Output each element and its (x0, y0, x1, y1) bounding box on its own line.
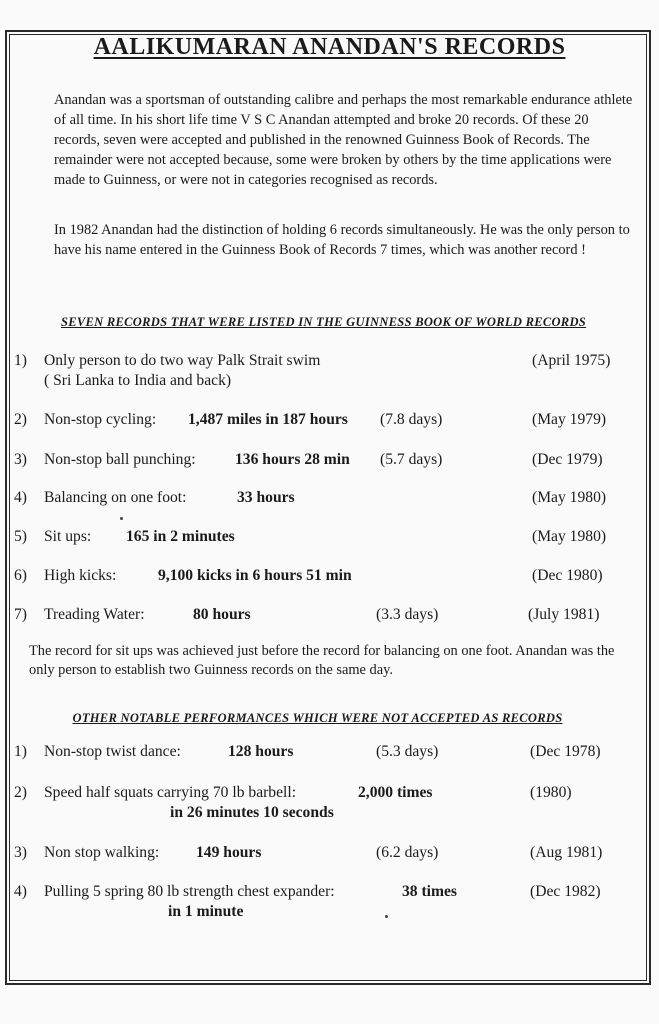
record-value: 128 hours (228, 743, 294, 760)
record-value: 33 hours (237, 489, 295, 506)
record-value-line2: in 26 minutes 10 seconds (170, 804, 334, 821)
record-number: 4) (14, 489, 27, 506)
record-date: (1980) (530, 784, 572, 801)
record-days: (5.7 days) (380, 451, 443, 468)
record-date: (Aug 1981) (530, 844, 603, 861)
record-days: (7.8 days) (380, 411, 443, 428)
record-description: Balancing on one foot: (44, 489, 187, 506)
record-days: (5.3 days) (376, 743, 439, 760)
sit-ups-note: The record for sit ups was achieved just before the record for balancing on one foot. Anandan was the only person to establish two Guinness records on the same day. (29, 643, 615, 678)
record-date: (Dec 1978) (530, 743, 601, 760)
stray-dot (385, 915, 388, 918)
record-description: Non-stop ball punching: (44, 451, 196, 468)
record-number: 1) (14, 352, 27, 369)
record-date: (Dec 1982) (530, 883, 601, 900)
record-date: (Dec 1980) (532, 567, 603, 584)
record-value: 80 hours (193, 606, 251, 623)
record-description: Pulling 5 spring 80 lb strength chest expander: (44, 883, 335, 900)
record-date: (May 1980) (532, 528, 607, 545)
record-date: (Dec 1979) (532, 451, 603, 468)
record-date: (May 1979) (532, 411, 607, 428)
record-description: Non stop walking: (44, 844, 160, 861)
record-number: 6) (14, 567, 27, 584)
record-value: 38 times (402, 883, 457, 900)
intro-paragraph-1: Anandan was a sportsman of outstanding calibre and perhaps the most remarkable endurance athlete of all time. In his short life time V S C Anandan attempted and broke 20 records. Of these 20 records, seven were accepted and published in the renowned Guinness Book of Records. The remainder were not accepted because, some were broken by others by the time applications were made to Guinness, or were not in categories recognised as records. (54, 92, 633, 188)
stray-dot (120, 517, 123, 520)
record-number: 1) (14, 743, 27, 760)
record-description: Only person to do two way Palk Strait swim (44, 352, 321, 369)
record-description: Non-stop cycling: (44, 411, 157, 428)
record-value: 2,000 times (358, 784, 433, 801)
record-number: 5) (14, 528, 27, 545)
record-date: (April 1975) (532, 352, 611, 369)
record-value: 1,487 miles in 187 hours (188, 411, 348, 428)
record-description: High kicks: (44, 567, 117, 584)
record-description: Sit ups: (44, 528, 92, 545)
record-number: 3) (14, 844, 27, 861)
record-number: 2) (14, 784, 27, 801)
record-value: 165 in 2 minutes (126, 528, 235, 545)
record-value: 9,100 kicks in 6 hours 51 min (158, 567, 352, 584)
record-number: 4) (14, 883, 27, 900)
guinness-section-heading: SEVEN RECORDS THAT WERE LISTED IN THE GUINNESS BOOK OF WORLD RECORDS (60, 315, 587, 329)
record-value: 149 hours (196, 844, 262, 861)
page-title: AALIKUMARAN ANANDAN'S RECORDS (93, 34, 566, 60)
record-date: (July 1981) (528, 606, 600, 623)
record-value: 136 hours 28 min (235, 451, 350, 468)
intro-paragraph-2: In 1982 Anandan had the distinction of holding 6 records simultaneously. He was the only person to have his name entered in the Guinness Book of Records 7 times, which was another record ! (54, 222, 630, 258)
record-number: 2) (14, 411, 27, 428)
record-days: (6.2 days) (376, 844, 439, 861)
record-description: Non-stop twist dance: (44, 743, 181, 760)
record-description: Treading Water: (44, 606, 145, 623)
other-section-heading: OTHER NOTABLE PERFORMANCES WHICH WERE NOT ACCEPTED AS RECORDS (72, 711, 563, 725)
record-number: 7) (14, 606, 27, 623)
record-description: Speed half squats carrying 70 lb barbell: (44, 784, 297, 801)
record-number: 3) (14, 451, 27, 468)
record-value-line2: in 1 minute (168, 903, 244, 920)
record-days: (3.3 days) (376, 606, 439, 623)
record-date: (May 1980) (532, 489, 607, 506)
record-description-line2: ( Sri Lanka to India and back) (44, 372, 232, 389)
